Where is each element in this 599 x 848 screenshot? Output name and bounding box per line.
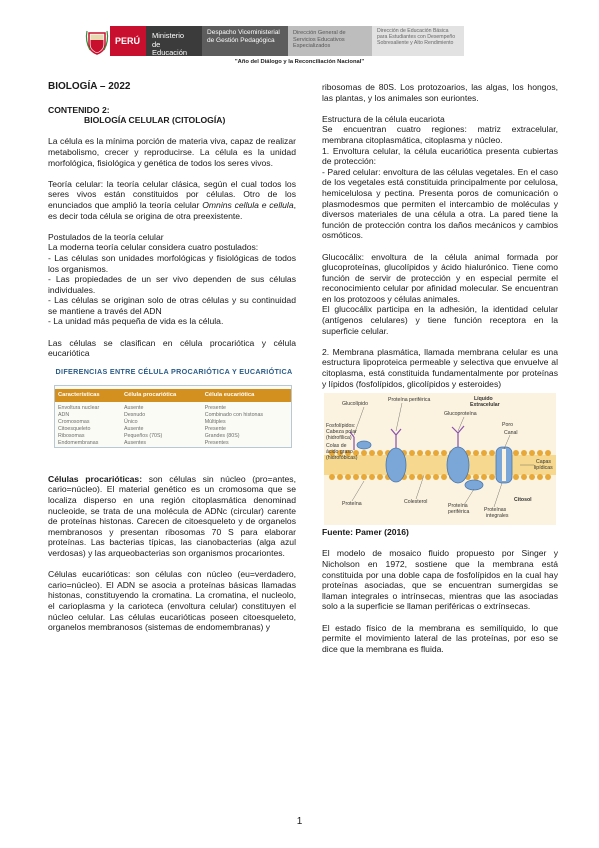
label-integrales: integrales	[486, 513, 509, 520]
table-cell: Único	[124, 418, 138, 425]
label-citosol: Citosol	[514, 497, 532, 504]
label-canal: Canal	[504, 430, 518, 437]
glycocalyx-text: Glucocálix: envoltura de la célula animal formada por glucoproteínas, glucolípidos y ácido hialurónico. Tiene como función de servir de protección y en especial permite el reconocimiento celular por afinidad molecular. Se encuentran en los protozoos y células animales.	[322, 251, 558, 304]
cell-theory-text-a: la teoría celular clásica, según el cual todos los seres vivos están constituidos por células. Otro de los enunciados que amplió la teoría celular	[48, 178, 296, 210]
label-glucoproteina: Glucoproteína	[444, 411, 477, 418]
postulates-heading: Postulados de la teoría celular	[48, 231, 164, 242]
table-row	[55, 433, 291, 440]
membrane-text: 2. Membrana plasmática, llamada membrana celular es una estructura lipoproteica permeable y selectiva que envuelve al citoplasma, está constituida fundamentalmente por proteínas y lípidos (fosfolípidos, glicolípidos y esteroides)	[322, 346, 558, 389]
label-extracelular: Extracelular	[470, 402, 500, 409]
label-proteina: Proteína	[342, 501, 362, 508]
cell-theory-text-b: , es decir toda célula se origina de otra preexistente.	[48, 199, 297, 221]
label-proteina-periferica: Proteína periférica	[388, 397, 431, 404]
table-title: DIFERENCIAS ENTRE CÉLULA PROCARIÓTICA Y EUCARIÓTICA	[55, 366, 293, 376]
table-cell: Citoesqueleto	[58, 425, 91, 432]
eukaryotic-paragraph	[48, 569, 296, 633]
label-periferica-low: periférica	[448, 509, 470, 516]
table-cell: Cromosomas	[58, 418, 90, 425]
right-column	[322, 82, 558, 654]
left-column	[48, 82, 296, 633]
eukaryotic-text: son células con núcleo (eu=verdadero, cario=núcleo). El ADN se asocia a proteínas básicas llamadas histonas, constituyendo la cromatina. La cromatina, el nucleolo, el carioplasma y la carioteca (envoltura celular) constituyen el núcleo celular. Las células eucarióticas poseen citoesqueleto, organelos membranosos (sistemas de endomembranas) y	[48, 569, 297, 633]
page-title: BIOLOGÍA – 2022	[48, 81, 131, 92]
label-cabeza2: (hidrofílica)	[326, 435, 352, 442]
label-colesterol: Colesterol	[404, 499, 428, 506]
label-capas: Capas	[536, 459, 551, 466]
cell-theory-lead: Teoría celular:	[48, 178, 104, 189]
table-cell: Ausente	[124, 425, 144, 432]
label-cabeza: Cabeza polar	[326, 429, 357, 436]
table-cell: Presentes	[204, 439, 229, 446]
table-cell: Envoltura nuclear	[58, 404, 100, 411]
table-cell: ADN	[58, 411, 70, 418]
table-row	[55, 426, 291, 433]
content-label: CONTENIDO 2:	[48, 104, 110, 115]
label-proteina-low: Proteína	[448, 503, 468, 510]
membrane-state-text: El estado físico de la membrana es semilíquido, lo que permite el movimiento lateral de las proteínas, por eso se dice que la membrana es fluida.	[322, 622, 558, 654]
office-label: Despacho Viceministerial de Gestión Pedagógica	[202, 26, 288, 56]
table-header-cell: Características	[55, 389, 121, 402]
label-liquido: Líquido	[474, 396, 493, 403]
cell-definition: La célula es la mínima porción de materia viva, capaz de realizar metabolismo, crecer y reproducirse. La célula es la unidad morfológica, fisiológica y genética de todos los seres vivos.	[48, 136, 296, 168]
table-cell: Múltiples	[204, 418, 226, 425]
cell-theory-paragraph	[48, 179, 296, 221]
table-row	[55, 402, 291, 412]
header-banner	[84, 26, 464, 56]
structure-intro: Se encuentran cuatro regiones: matriz extracelular, membrana citoplasmática, citoplasma y núcleo.	[322, 124, 558, 145]
table-row	[55, 419, 291, 426]
label-glucolipido: Glucolípido	[342, 401, 368, 408]
postulate-item: - La unidad más pequeña de vida es la célula.	[48, 316, 224, 327]
label-colas2: ácido graso	[326, 449, 353, 456]
eukaryotic-lead: Células eucarióticas:	[48, 569, 131, 580]
table-cell: Desnudo	[124, 411, 146, 418]
label-poro: Poro	[502, 422, 513, 429]
table-cell: Presente	[204, 404, 226, 411]
label-fosfolipidos: Fosfolípidos:	[326, 423, 356, 430]
prokaryotic-paragraph	[48, 474, 296, 559]
label-proteinas-integrales: Proteínas	[484, 507, 507, 514]
glycocalyx-function: El glucocálix participa en la adhesión, la identidad celular (antígenos celulares) y tiene función receptora en la superficie celular.	[322, 304, 558, 336]
label-capas2: lipídicas	[534, 465, 553, 472]
table-header-cell: Célula eucariótica	[202, 389, 291, 402]
table-cell: Presente	[204, 425, 226, 432]
ministry-label: Ministerio de Educación	[146, 26, 202, 56]
directorate-label: Dirección General de Servicios Educativos Especializados	[288, 26, 372, 56]
ribosome-continuation: ribosomas de 80S. Los protozoarios, las algas, los hongos, las plantas, y los animales son euriontes.	[322, 82, 558, 103]
table-row	[55, 440, 291, 447]
table-header-cell: Célula procariótica	[121, 389, 202, 402]
coat-of-arms-icon	[84, 26, 110, 56]
direction-label: Dirección de Educación Básica para Estudiantes con Desempeño Sobresaliente y Alto Rendimiento	[372, 26, 464, 56]
classification-text: Las células se clasifican en célula procariótica y célula eucariótica	[48, 337, 296, 359]
page-number: 1	[296, 816, 303, 827]
content-title: BIOLOGÍA CELULAR (CITOLOGÍA)	[84, 115, 226, 126]
table-cell: Combinado con histonas	[204, 411, 264, 418]
postulate-item: - Las células se originan solo de otras células y su continuidad se mantiene a través del ADN	[48, 295, 296, 316]
postulate-item: - Las células son unidades morfológicas y fisiológicas de todos los organismos.	[48, 252, 296, 274]
table-cell: Pequeños (70S)	[124, 432, 163, 439]
table-cell: Grandes (80S)	[204, 432, 240, 439]
table-cell: Ausente	[124, 404, 144, 411]
table-header-row	[55, 389, 291, 402]
postulate-item: - Las propiedades de un ser vivo dependen de sus células individuales.	[48, 274, 296, 295]
envelope-text: 1. Envoltura celular, la célula eucariótica presenta cubiertas de protección:	[322, 145, 558, 167]
prokaryotic-lead: Células procarióticas:	[48, 473, 143, 484]
prokaryotic-text: son células sin núcleo (pro=antes, cario=núcleo). El material genético es un cromosoma que se localiza disperso en una región citoplasmática denominad nucleoide, se trata de una molécula de ADNc (circular) carente de proteínas histonas. Carecen de citoesqueleto y de organelos membranosos y presentan ribosomas 70 S para elaborar proteínas. Las bacterias típicas, las cianobacterias (alga azul verdosas) y las arqueobacterias son organismos procariontes.	[48, 473, 296, 558]
structure-heading: Estructura de la célula eucariota	[322, 113, 445, 124]
table-cell: Ausentes	[124, 439, 147, 446]
table-row	[55, 412, 291, 419]
table-cell: Endomembranas	[58, 439, 99, 446]
comparison-table	[54, 366, 293, 448]
label-colas: Colas de	[326, 443, 347, 450]
label-colas3: (hidrofóbicas)	[326, 455, 358, 462]
fluid-mosaic-text: El modelo de mosaico fluido propuesto por Singer y Nicholson en 1972, sostiene que la membrana está constituida por una doble capa de fosfolípidos en la cual hay proteínas asociadas, que se encuentran sumergidas se llaman integrales o intrínsecas, mientras que las asociadas solo a la superficie se llaman periféricas o extrínsecas.	[322, 548, 558, 612]
figure-source: Fuente: Pamer (2016)	[322, 527, 409, 538]
peru-label: PERÚ	[110, 26, 146, 56]
postulates-intro: La moderna teoría celular considera cuatro postulados:	[48, 242, 259, 253]
plasma-membrane-diagram	[324, 393, 556, 525]
cell-wall-text: - Pared celular: envoltura de las células vegetales. En el caso de los vegetales está constituida principalmente por celulosa, hemicelulosa y pectina. Presenta poros de comunicación o plasmodesmos que permiten el intercambio de moléculas y diversos materiales de una célula a otra. La pared tiene la función de protección contra los daños mecánicos y cambios osmóticos.	[322, 166, 558, 241]
table-cell: Ribosomas	[58, 432, 85, 439]
cell-theory-latin: Omnins cellula e cellula	[202, 199, 294, 210]
motto: "Año del Diálogo y la Reconciliación Nacional"	[234, 59, 365, 65]
